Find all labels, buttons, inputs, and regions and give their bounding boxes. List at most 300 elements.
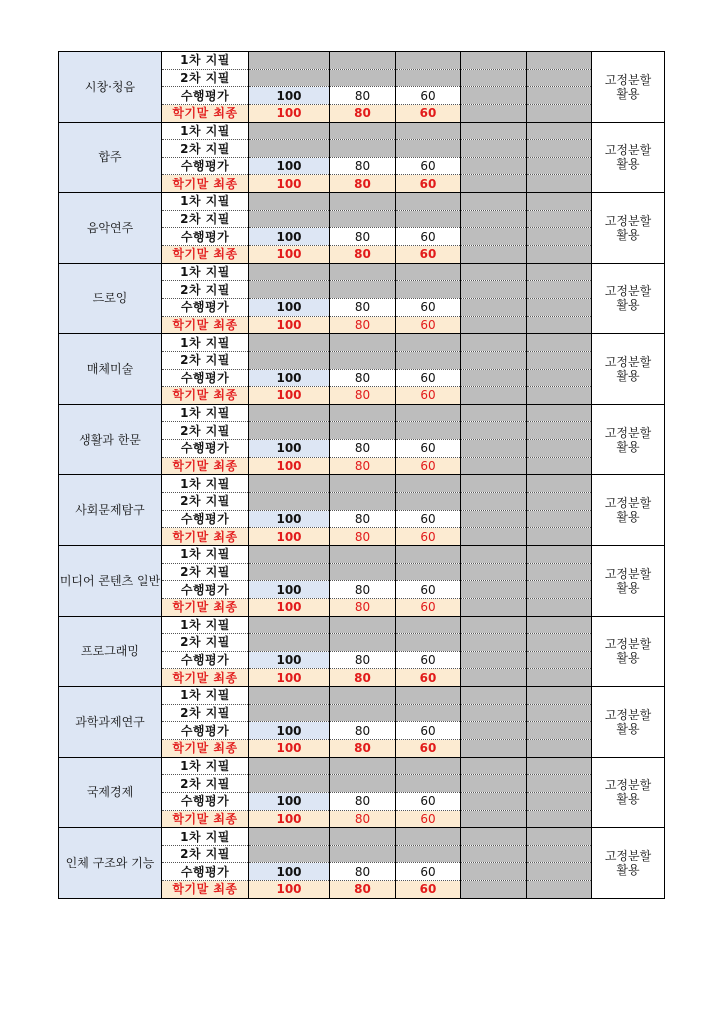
- row-label-final: 학기말 최종: [162, 598, 249, 616]
- table-row: [59, 52, 665, 70]
- empty-cell: [527, 775, 592, 793]
- row-label-final: 학기말 최종: [162, 387, 249, 405]
- empty-cell: [527, 422, 592, 440]
- empty-cell: [461, 140, 527, 158]
- empty-cell: [461, 510, 527, 528]
- empty-cell: [330, 334, 396, 352]
- empty-cell: [396, 828, 461, 846]
- empty-cell: [461, 722, 527, 740]
- empty-cell: [396, 351, 461, 369]
- final-score-b: 80: [330, 175, 396, 193]
- performance-score-c: 60: [396, 157, 461, 175]
- empty-cell: [527, 263, 592, 281]
- empty-cell: [461, 845, 527, 863]
- note-cell: 고정분할 활용: [592, 757, 665, 828]
- empty-cell: [461, 157, 527, 175]
- empty-cell: [527, 863, 592, 881]
- empty-cell: [249, 210, 330, 228]
- final-score-a: 100: [249, 246, 330, 264]
- final-score-c: 60: [396, 528, 461, 546]
- empty-cell: [396, 210, 461, 228]
- empty-cell: [249, 351, 330, 369]
- performance-score-c: 60: [396, 440, 461, 458]
- empty-cell: [396, 704, 461, 722]
- empty-cell: [461, 739, 527, 757]
- table-row: [59, 828, 665, 846]
- empty-cell: [527, 687, 592, 705]
- row-label-final: 학기말 최종: [162, 881, 249, 899]
- empty-cell: [461, 369, 527, 387]
- row-label-exam1: 1차 지필: [162, 687, 249, 705]
- performance-score-c: 60: [396, 369, 461, 387]
- row-label-exam1: 1차 지필: [162, 828, 249, 846]
- empty-cell: [461, 122, 527, 140]
- performance-score-a: 100: [249, 298, 330, 316]
- empty-cell: [396, 334, 461, 352]
- final-score-c: 60: [396, 881, 461, 899]
- empty-cell: [461, 563, 527, 581]
- empty-cell: [396, 634, 461, 652]
- empty-cell: [396, 52, 461, 70]
- empty-cell: [396, 69, 461, 87]
- performance-score-b: 80: [330, 87, 396, 105]
- performance-score-a: 100: [249, 792, 330, 810]
- performance-score-b: 80: [330, 863, 396, 881]
- empty-cell: [461, 651, 527, 669]
- final-score-b: 80: [330, 881, 396, 899]
- empty-cell: [249, 281, 330, 299]
- empty-cell: [527, 193, 592, 211]
- performance-score-c: 60: [396, 722, 461, 740]
- row-label-exam2: 2차 지필: [162, 281, 249, 299]
- empty-cell: [330, 52, 396, 70]
- performance-score-b: 80: [330, 722, 396, 740]
- empty-cell: [249, 845, 330, 863]
- subject-name: 음악연주: [59, 193, 162, 264]
- empty-cell: [461, 334, 527, 352]
- empty-cell: [527, 334, 592, 352]
- note-cell: 고정분할 활용: [592, 334, 665, 405]
- subject-name: 프로그래밍: [59, 616, 162, 687]
- empty-cell: [461, 687, 527, 705]
- performance-score-c: 60: [396, 298, 461, 316]
- empty-cell: [461, 104, 527, 122]
- empty-cell: [527, 722, 592, 740]
- empty-cell: [249, 52, 330, 70]
- performance-score-b: 80: [330, 581, 396, 599]
- row-label-performance: 수행평가: [162, 87, 249, 105]
- performance-score-a: 100: [249, 87, 330, 105]
- empty-cell: [396, 140, 461, 158]
- empty-cell: [330, 210, 396, 228]
- empty-cell: [461, 475, 527, 493]
- empty-cell: [330, 422, 396, 440]
- empty-cell: [396, 845, 461, 863]
- empty-cell: [461, 634, 527, 652]
- empty-cell: [527, 457, 592, 475]
- empty-cell: [527, 545, 592, 563]
- empty-cell: [249, 404, 330, 422]
- table-row: [59, 122, 665, 140]
- empty-cell: [527, 581, 592, 599]
- row-label-final: 학기말 최종: [162, 457, 249, 475]
- note-cell: 고정분할 활용: [592, 52, 665, 123]
- note-cell: 고정분할 활용: [592, 475, 665, 546]
- empty-cell: [330, 122, 396, 140]
- performance-score-b: 80: [330, 228, 396, 246]
- empty-cell: [527, 228, 592, 246]
- final-score-a: 100: [249, 598, 330, 616]
- empty-cell: [249, 828, 330, 846]
- final-score-c: 60: [396, 739, 461, 757]
- row-label-exam2: 2차 지필: [162, 563, 249, 581]
- performance-score-c: 60: [396, 228, 461, 246]
- empty-cell: [249, 475, 330, 493]
- empty-cell: [330, 140, 396, 158]
- final-score-a: 100: [249, 528, 330, 546]
- performance-score-a: 100: [249, 440, 330, 458]
- final-score-a: 100: [249, 175, 330, 193]
- empty-cell: [396, 616, 461, 634]
- empty-cell: [330, 845, 396, 863]
- empty-cell: [330, 351, 396, 369]
- empty-cell: [330, 475, 396, 493]
- final-score-b: 80: [330, 669, 396, 687]
- row-label-exam2: 2차 지필: [162, 493, 249, 511]
- note-cell: 고정분할 활용: [592, 193, 665, 264]
- table-row: [59, 545, 665, 563]
- empty-cell: [249, 122, 330, 140]
- empty-cell: [527, 828, 592, 846]
- empty-cell: [527, 616, 592, 634]
- empty-cell: [249, 334, 330, 352]
- note-cell: 고정분할 활용: [592, 687, 665, 758]
- empty-cell: [396, 404, 461, 422]
- empty-cell: [527, 493, 592, 511]
- empty-cell: [461, 616, 527, 634]
- empty-cell: [396, 493, 461, 511]
- performance-score-b: 80: [330, 157, 396, 175]
- empty-cell: [461, 775, 527, 793]
- row-label-exam1: 1차 지필: [162, 404, 249, 422]
- row-label-exam1: 1차 지필: [162, 52, 249, 70]
- performance-score-a: 100: [249, 651, 330, 669]
- grade-table: [58, 51, 665, 899]
- row-label-performance: 수행평가: [162, 510, 249, 528]
- row-label-performance: 수행평가: [162, 651, 249, 669]
- empty-cell: [527, 528, 592, 546]
- empty-cell: [461, 87, 527, 105]
- empty-cell: [527, 810, 592, 828]
- row-label-exam2: 2차 지필: [162, 69, 249, 87]
- empty-cell: [461, 228, 527, 246]
- row-label-final: 학기말 최종: [162, 316, 249, 334]
- row-label-exam1: 1차 지필: [162, 122, 249, 140]
- performance-score-b: 80: [330, 651, 396, 669]
- row-label-exam2: 2차 지필: [162, 210, 249, 228]
- subject-name: 시창·청음: [59, 52, 162, 123]
- empty-cell: [330, 775, 396, 793]
- empty-cell: [330, 563, 396, 581]
- final-score-b: 80: [330, 104, 396, 122]
- table-row: [59, 263, 665, 281]
- note-cell: 고정분할 활용: [592, 828, 665, 899]
- subject-name: 생활과 한문: [59, 404, 162, 475]
- row-label-exam2: 2차 지필: [162, 140, 249, 158]
- row-label-performance: 수행평가: [162, 581, 249, 599]
- empty-cell: [249, 193, 330, 211]
- row-label-exam1: 1차 지필: [162, 545, 249, 563]
- row-label-final: 학기말 최종: [162, 528, 249, 546]
- final-score-a: 100: [249, 739, 330, 757]
- final-score-a: 100: [249, 387, 330, 405]
- empty-cell: [527, 669, 592, 687]
- empty-cell: [330, 404, 396, 422]
- empty-cell: [249, 263, 330, 281]
- final-score-c: 60: [396, 669, 461, 687]
- final-score-b: 80: [330, 810, 396, 828]
- final-score-c: 60: [396, 246, 461, 264]
- empty-cell: [330, 69, 396, 87]
- performance-score-c: 60: [396, 651, 461, 669]
- empty-cell: [249, 140, 330, 158]
- empty-cell: [461, 263, 527, 281]
- empty-cell: [527, 298, 592, 316]
- empty-cell: [330, 616, 396, 634]
- row-label-performance: 수행평가: [162, 369, 249, 387]
- empty-cell: [461, 828, 527, 846]
- empty-cell: [461, 757, 527, 775]
- performance-score-c: 60: [396, 510, 461, 528]
- empty-cell: [461, 704, 527, 722]
- final-score-b: 80: [330, 598, 396, 616]
- final-score-c: 60: [396, 457, 461, 475]
- empty-cell: [249, 687, 330, 705]
- performance-score-b: 80: [330, 440, 396, 458]
- table-row: [59, 616, 665, 634]
- empty-cell: [396, 193, 461, 211]
- final-score-b: 80: [330, 528, 396, 546]
- empty-cell: [330, 263, 396, 281]
- final-score-c: 60: [396, 104, 461, 122]
- row-label-exam2: 2차 지필: [162, 845, 249, 863]
- empty-cell: [461, 457, 527, 475]
- row-label-performance: 수행평가: [162, 228, 249, 246]
- empty-cell: [396, 757, 461, 775]
- empty-cell: [527, 563, 592, 581]
- empty-cell: [330, 704, 396, 722]
- performance-score-b: 80: [330, 510, 396, 528]
- final-score-c: 60: [396, 598, 461, 616]
- row-label-performance: 수행평가: [162, 157, 249, 175]
- empty-cell: [527, 510, 592, 528]
- empty-cell: [461, 316, 527, 334]
- performance-score-b: 80: [330, 792, 396, 810]
- empty-cell: [527, 757, 592, 775]
- empty-cell: [461, 493, 527, 511]
- empty-cell: [461, 404, 527, 422]
- empty-cell: [461, 863, 527, 881]
- performance-score-c: 60: [396, 87, 461, 105]
- empty-cell: [527, 440, 592, 458]
- empty-cell: [461, 193, 527, 211]
- empty-cell: [249, 704, 330, 722]
- empty-cell: [527, 351, 592, 369]
- empty-cell: [249, 775, 330, 793]
- empty-cell: [461, 52, 527, 70]
- empty-cell: [461, 545, 527, 563]
- empty-cell: [527, 792, 592, 810]
- empty-cell: [461, 298, 527, 316]
- empty-cell: [461, 810, 527, 828]
- performance-score-c: 60: [396, 581, 461, 599]
- empty-cell: [396, 263, 461, 281]
- row-label-exam1: 1차 지필: [162, 475, 249, 493]
- empty-cell: [527, 281, 592, 299]
- row-label-final: 학기말 최종: [162, 104, 249, 122]
- empty-cell: [330, 757, 396, 775]
- final-score-c: 60: [396, 387, 461, 405]
- empty-cell: [527, 69, 592, 87]
- row-label-performance: 수행평가: [162, 792, 249, 810]
- row-label-exam1: 1차 지필: [162, 757, 249, 775]
- empty-cell: [461, 528, 527, 546]
- empty-cell: [461, 175, 527, 193]
- empty-cell: [461, 581, 527, 599]
- final-score-b: 80: [330, 246, 396, 264]
- empty-cell: [527, 387, 592, 405]
- row-label-performance: 수행평가: [162, 863, 249, 881]
- performance-score-c: 60: [396, 792, 461, 810]
- final-score-b: 80: [330, 316, 396, 334]
- empty-cell: [330, 687, 396, 705]
- final-score-a: 100: [249, 669, 330, 687]
- performance-score-a: 100: [249, 228, 330, 246]
- empty-cell: [527, 140, 592, 158]
- performance-score-a: 100: [249, 510, 330, 528]
- note-cell: 고정분할 활용: [592, 545, 665, 616]
- empty-cell: [527, 598, 592, 616]
- final-score-a: 100: [249, 457, 330, 475]
- final-score-c: 60: [396, 316, 461, 334]
- final-score-a: 100: [249, 810, 330, 828]
- empty-cell: [249, 757, 330, 775]
- empty-cell: [396, 422, 461, 440]
- row-label-exam1: 1차 지필: [162, 616, 249, 634]
- performance-score-c: 60: [396, 863, 461, 881]
- empty-cell: [527, 881, 592, 899]
- performance-score-b: 80: [330, 369, 396, 387]
- empty-cell: [527, 704, 592, 722]
- empty-cell: [527, 122, 592, 140]
- empty-cell: [527, 845, 592, 863]
- empty-cell: [330, 281, 396, 299]
- row-label-exam2: 2차 지필: [162, 704, 249, 722]
- final-score-a: 100: [249, 104, 330, 122]
- empty-cell: [330, 193, 396, 211]
- row-label-final: 학기말 최종: [162, 810, 249, 828]
- subject-name: 사회문제탐구: [59, 475, 162, 546]
- empty-cell: [527, 246, 592, 264]
- empty-cell: [249, 616, 330, 634]
- final-score-c: 60: [396, 810, 461, 828]
- empty-cell: [249, 634, 330, 652]
- empty-cell: [249, 422, 330, 440]
- empty-cell: [461, 792, 527, 810]
- empty-cell: [249, 493, 330, 511]
- row-label-final: 학기말 최종: [162, 246, 249, 264]
- table-row: [59, 334, 665, 352]
- subject-name: 매체미술: [59, 334, 162, 405]
- empty-cell: [527, 369, 592, 387]
- empty-cell: [461, 422, 527, 440]
- table-row: [59, 757, 665, 775]
- empty-cell: [527, 104, 592, 122]
- row-label-exam1: 1차 지필: [162, 193, 249, 211]
- empty-cell: [527, 87, 592, 105]
- row-label-final: 학기말 최종: [162, 175, 249, 193]
- final-score-b: 80: [330, 387, 396, 405]
- row-label-exam2: 2차 지필: [162, 351, 249, 369]
- row-label-final: 학기말 최종: [162, 739, 249, 757]
- empty-cell: [396, 687, 461, 705]
- row-label-performance: 수행평가: [162, 298, 249, 316]
- empty-cell: [396, 563, 461, 581]
- empty-cell: [461, 281, 527, 299]
- empty-cell: [461, 246, 527, 264]
- row-label-exam2: 2차 지필: [162, 422, 249, 440]
- empty-cell: [330, 828, 396, 846]
- empty-cell: [330, 493, 396, 511]
- performance-score-a: 100: [249, 863, 330, 881]
- empty-cell: [461, 440, 527, 458]
- final-score-a: 100: [249, 881, 330, 899]
- empty-cell: [527, 634, 592, 652]
- row-label-performance: 수행평가: [162, 440, 249, 458]
- empty-cell: [396, 775, 461, 793]
- empty-cell: [396, 122, 461, 140]
- performance-score-b: 80: [330, 298, 396, 316]
- empty-cell: [461, 669, 527, 687]
- final-score-b: 80: [330, 457, 396, 475]
- empty-cell: [396, 281, 461, 299]
- empty-cell: [461, 387, 527, 405]
- row-label-exam1: 1차 지필: [162, 334, 249, 352]
- empty-cell: [527, 651, 592, 669]
- empty-cell: [527, 739, 592, 757]
- empty-cell: [330, 634, 396, 652]
- performance-score-a: 100: [249, 369, 330, 387]
- empty-cell: [527, 175, 592, 193]
- subject-name: 인체 구조와 기능: [59, 828, 162, 899]
- row-label-exam1: 1차 지필: [162, 263, 249, 281]
- table-row: [59, 475, 665, 493]
- subject-name: 미디어 콘텐츠 일반: [59, 545, 162, 616]
- empty-cell: [396, 545, 461, 563]
- subject-name: 드로잉: [59, 263, 162, 334]
- table-row: [59, 687, 665, 705]
- final-score-c: 60: [396, 175, 461, 193]
- note-cell: 고정분할 활용: [592, 122, 665, 193]
- empty-cell: [527, 210, 592, 228]
- empty-cell: [527, 52, 592, 70]
- empty-cell: [461, 210, 527, 228]
- performance-score-a: 100: [249, 581, 330, 599]
- empty-cell: [249, 545, 330, 563]
- row-label-final: 학기말 최종: [162, 669, 249, 687]
- row-label-exam2: 2차 지필: [162, 634, 249, 652]
- table-row: [59, 404, 665, 422]
